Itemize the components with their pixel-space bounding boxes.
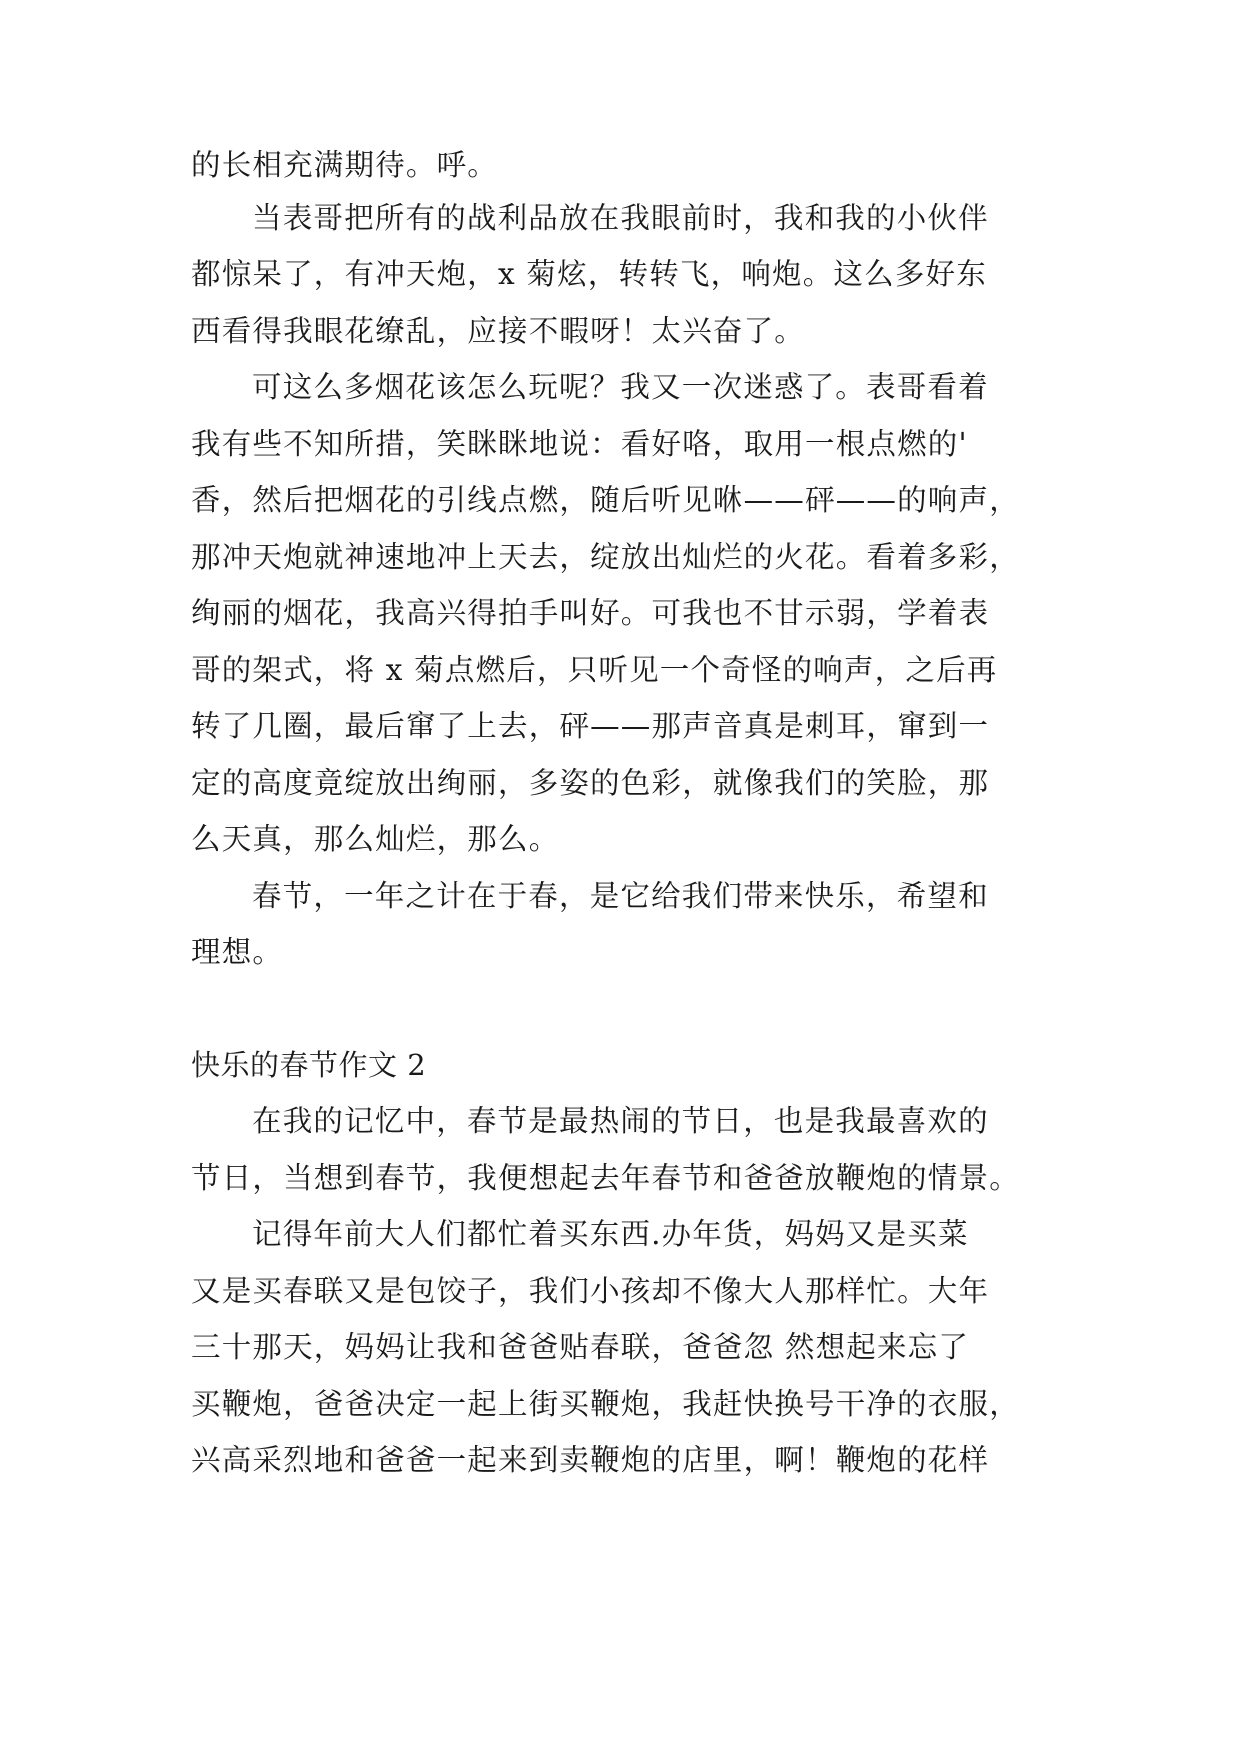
text-line: 西看得我眼花缭乱，应接不暇呀！太兴奋了。 xyxy=(191,314,806,348)
text-line: 绚丽的烟花，我高兴得拍手叫好。可我也不甘示弱，学着表 xyxy=(191,596,990,630)
text-line: 的长相充满期待。呼。 xyxy=(191,148,499,182)
text-line: 都惊呆了，有冲天炮，x 菊炫，转转飞，响炮。这么多好东 xyxy=(191,257,987,291)
text-line: 节日，当想到春节，我便想起去年春节和爸爸放鞭炮的情景。 xyxy=(191,1161,1020,1195)
text-line: 记得年前大人们都忙着买东西.办年货，妈妈又是买菜 xyxy=(252,1217,969,1251)
text-line: 三十那天，妈妈让我和爸爸贴春联，爸爸忽 然想起来忘了 xyxy=(191,1330,970,1364)
text-line: 兴高采烈地和爸爸一起来到卖鞭炮的店里，啊！鞭炮的花样 xyxy=(191,1443,990,1477)
text-line: 那冲天炮就神速地冲上天去，绽放出灿烂的火花。看着多彩， xyxy=(191,540,1020,574)
text-line: 当表哥把所有的战利品放在我眼前时，我和我的小伙伴 xyxy=(252,201,989,235)
text-line: 又是买春联又是包饺子，我们小孩却不像大人那样忙。大年 xyxy=(191,1274,990,1308)
text-line: 理想。 xyxy=(191,935,284,969)
text-line: 香，然后把烟花的引线点燃，随后听见咻——砰——的响声， xyxy=(191,483,1020,517)
text-line: 在我的记忆中，春节是最热闹的节日，也是我最喜欢的 xyxy=(252,1104,989,1138)
text-line: 我有些不知所措，笑眯眯地说：看好咯，取用一根点燃的' xyxy=(191,427,968,461)
text-line: 买鞭炮，爸爸决定一起上街买鞭炮，我赶快换号干净的衣服， xyxy=(191,1387,1020,1421)
section-heading: 快乐的春节作文 2 xyxy=(191,1048,427,1082)
text-line: 定的高度竟绽放出绚丽，多姿的色彩，就像我们的笑脸，那 xyxy=(191,766,990,800)
text-line: 么天真，那么灿烂，那么。 xyxy=(191,822,560,856)
text-line: 哥的架式，将 x 菊点燃后，只听见一个奇怪的响声，之后再 xyxy=(191,653,998,687)
text-line: 可这么多烟花该怎么玩呢？我又一次迷惑了。表哥看着 xyxy=(252,370,989,404)
text-line: 春节，一年之计在于春，是它给我们带来快乐，希望和 xyxy=(252,879,989,913)
text-line: 转了几圈，最后窜了上去，砰——那声音真是刺耳，窜到一 xyxy=(191,709,990,743)
